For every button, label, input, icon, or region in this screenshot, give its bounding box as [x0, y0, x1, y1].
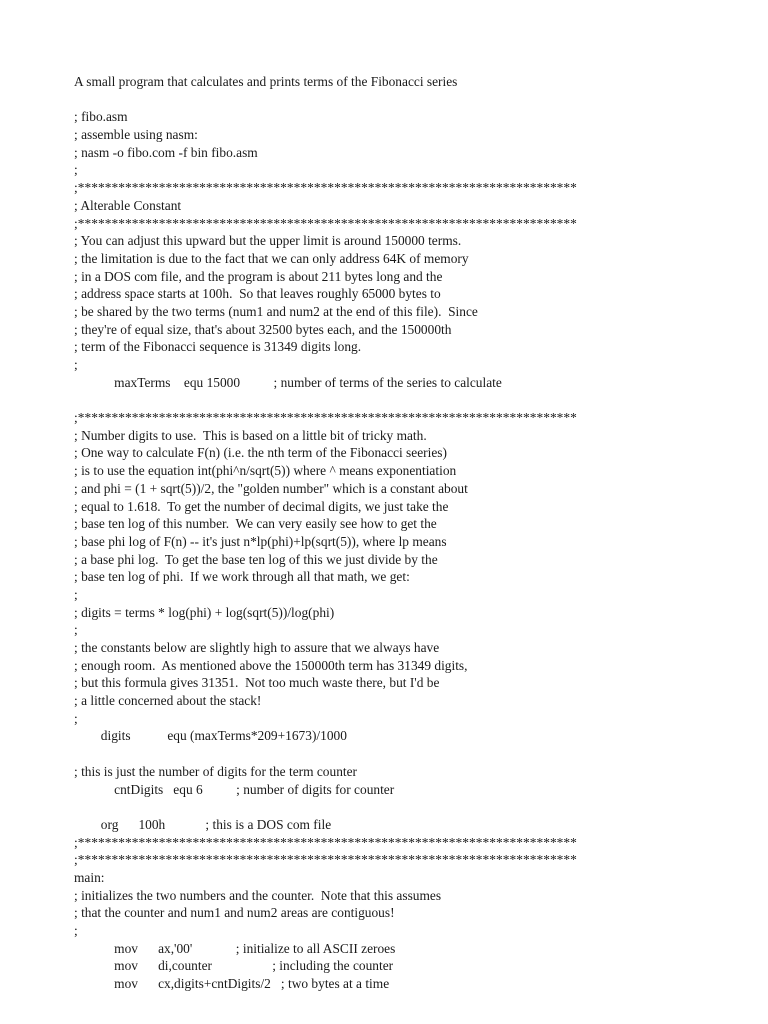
- code-line: ; and phi = (1 + sqrt(5))/2, the "golden number" which is a constant about: [74, 480, 468, 496]
- code-line: ;: [74, 923, 78, 938]
- code-line: ; base phi log of F(n) -- it's just n*lp(phi)+lp(sqrt(5)), where lp means: [74, 533, 447, 549]
- blank-line: [74, 91, 754, 109]
- code-line: maxTerms equ 15000 ; number of terms of the series to calculate: [74, 374, 502, 390]
- code-line: ; base ten log of phi. If we work through all that math, we get:: [74, 569, 410, 585]
- code-line: ; but this formula gives 31351. Not too much waste there, but I'd be: [74, 675, 440, 691]
- separator-line: ;**************************************************************************: [74, 215, 577, 231]
- code-line: ; in a DOS com file, and the program is about 211 bytes long and the: [74, 268, 443, 284]
- separator-line: ;**************************************************************************: [74, 410, 577, 426]
- code-line: ; Number digits to use. This is based on a little bit of tricky math.: [74, 427, 427, 443]
- code-line: ; equal to 1.618. To get the number of decimal digits, we just take the: [74, 498, 449, 514]
- code-line: digits equ (maxTerms*209+1673)/1000: [74, 728, 347, 744]
- code-line: cntDigits equ 6 ; number of digits for counter: [74, 781, 395, 797]
- code-line: ; fibo.asm: [74, 109, 128, 125]
- blank-line: [74, 798, 754, 816]
- code-line: ;: [74, 586, 78, 602]
- code-line: ;: [74, 162, 78, 178]
- code-line: ; the constants below are slightly high to assure that we always have: [74, 640, 440, 655]
- separator-line: ;**************************************************************************: [74, 180, 577, 196]
- code-line: ; nasm -o fibo.com -f bin fibo.asm: [74, 144, 258, 160]
- code-line: ; is to use the equation int(phi^n/sqrt(5)) where ^ means exponentiation: [74, 463, 457, 479]
- blank-line: [74, 745, 754, 763]
- code-line: ; be shared by the two terms (num1 and num2 at the end of this file). Since: [74, 303, 478, 319]
- code-line: ; digits = terms * log(phi) + log(sqrt(5))/log(phi): [74, 604, 335, 620]
- document-title: A small program that calculates and prints terms of the Fibonacci series: [74, 74, 458, 89]
- code-line: ; You can adjust this upward but the upper limit is around 150000 terms.: [74, 233, 462, 249]
- blank-line: [74, 391, 754, 409]
- code-line: ; this is just the number of digits for the term counter: [74, 763, 358, 779]
- code-line: ; initializes the two numbers and the counter. Note that this assumes: [74, 887, 442, 903]
- code-line: ; a base phi log. To get the base ten log of this we just divide by the: [74, 551, 438, 567]
- code-line: mov cx,digits+cntDigits/2 ; two bytes at a time: [74, 976, 390, 992]
- code-line: ; that the counter and num1 and num2 areas are contiguous!: [74, 905, 395, 921]
- code-line: mov di,counter ; including the counter: [74, 958, 394, 974]
- code-line: ; assemble using nasm:: [74, 127, 198, 143]
- code-line: ; address space starts at 100h. So that leaves roughly 65000 bytes to: [74, 286, 441, 302]
- code-line: main:: [74, 869, 105, 885]
- code-line: ; they're of equal size, that's about 32500 bytes each, and the 150000th: [74, 321, 452, 337]
- code-line: ; a little concerned about the stack!: [74, 693, 262, 709]
- code-line: ; the limitation is due to the fact that we can only address 64K of memory: [74, 250, 469, 266]
- code-line: ; Alterable Constant: [74, 197, 182, 213]
- code-line: ;: [74, 622, 78, 638]
- code-line: org 100h ; this is a DOS com file: [74, 816, 332, 832]
- code-line: ; base ten log of this number. We can very easily see how to get the: [74, 516, 437, 532]
- code-line: ; enough room. As mentioned above the 150000th term has 31349 digits,: [74, 657, 468, 673]
- document-body: [74, 73, 754, 993]
- code-line: ;: [74, 710, 78, 726]
- code-line: mov ax,'00' ; initialize to all ASCII zeroes: [74, 940, 396, 956]
- code-line: ;: [74, 357, 78, 372]
- separator-line: ;**************************************************************************: [74, 834, 577, 850]
- separator-line: ;**************************************************************************: [74, 852, 577, 868]
- code-line: ; One way to calculate F(n) (i.e. the nth term of the Fibonacci seeries): [74, 445, 447, 461]
- code-line: ; term of the Fibonacci sequence is 31349 digits long.: [74, 339, 362, 355]
